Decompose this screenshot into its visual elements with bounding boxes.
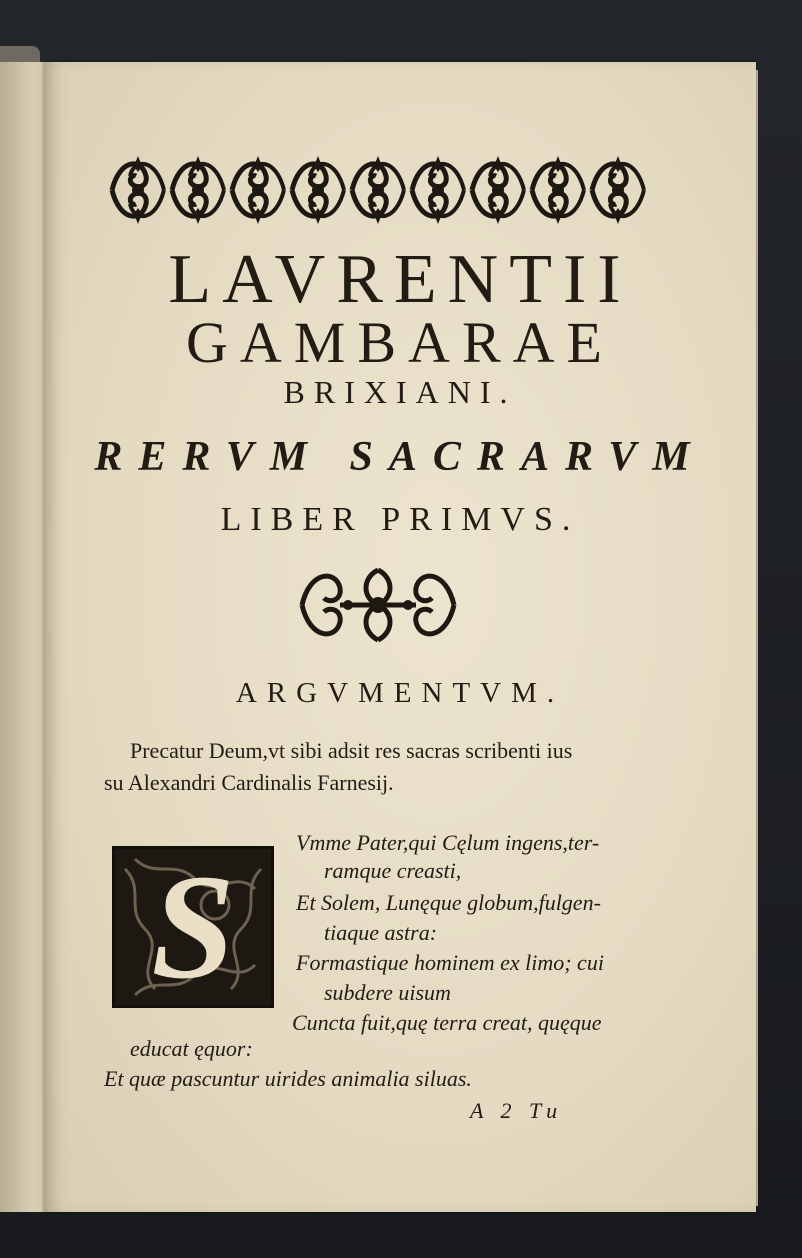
work-title-line: RERVM SACRARVM xyxy=(94,434,706,480)
verse-line-5: Formastique hominem ex limo; cui xyxy=(296,950,604,975)
verse-line-1: Vmme Pater,qui Cęlum ingens,ter- xyxy=(296,830,600,855)
argument-line-2: su Alexandri Cardinalis Farnesij. xyxy=(104,770,394,795)
verse-line-9: Et quæ pascuntur uirides animalia siluas. xyxy=(104,1066,472,1091)
verse-line-3: Et Solem, Lunęque globum,fulgen- xyxy=(296,890,601,915)
argument-line-1: Precatur Deum,vt sibi adsit res sacras scribenti ius xyxy=(130,738,573,763)
small-ornament xyxy=(296,564,460,646)
author-surname-line: GAMBARAE xyxy=(186,310,614,375)
verse-line-4: tiaque astra: xyxy=(324,920,438,945)
verse-line-2: ramque creasti, xyxy=(324,858,462,883)
verse-line-8: educat ęquor: xyxy=(130,1036,253,1061)
verse-line-7: Cuncta fuit,quę terra creat, quęque xyxy=(292,1010,602,1035)
drop-cap-letter: S xyxy=(151,844,235,1010)
author-origin-line: BRIXIANI. xyxy=(283,374,517,410)
floral-ornament-icon xyxy=(108,150,648,230)
book-number-line: LIBER PRIMVS. xyxy=(220,501,580,538)
signature-catchword: A 2 Tu xyxy=(470,1098,564,1123)
argument-heading: ARGVMENTVM. xyxy=(235,677,565,709)
decorated-initial xyxy=(112,846,274,1008)
top-ornament-band xyxy=(108,150,648,230)
author-name-line: LAVRENTII xyxy=(168,241,632,318)
verse-line-6: subdere uisum xyxy=(324,980,451,1005)
fleuron-ornament-icon xyxy=(296,564,460,646)
